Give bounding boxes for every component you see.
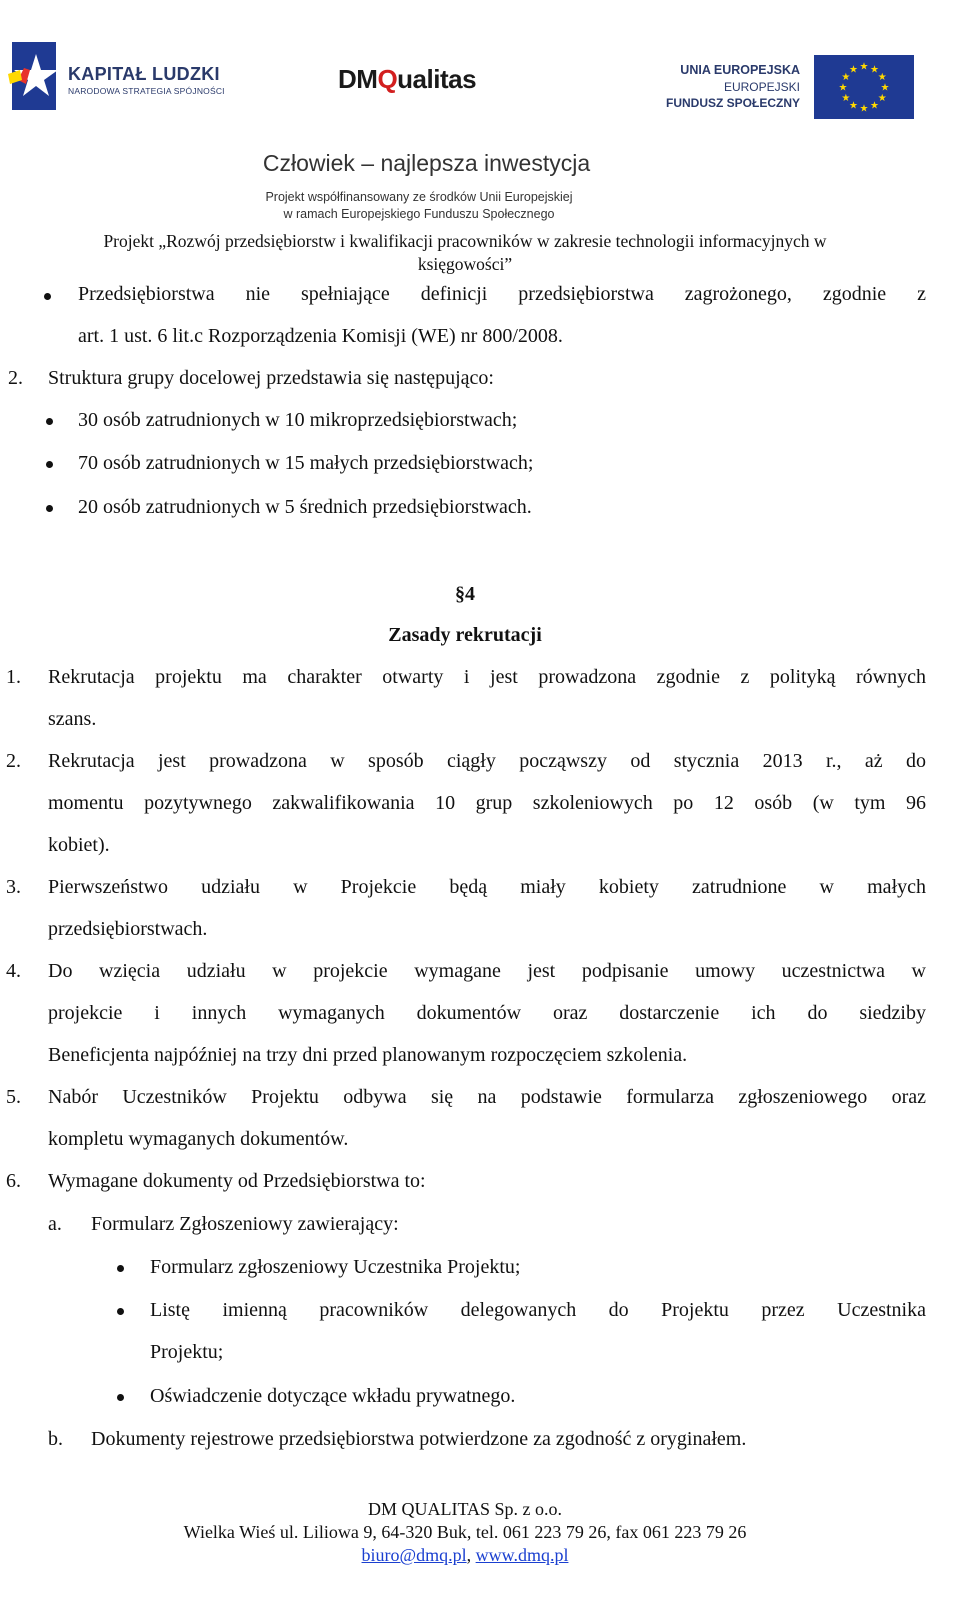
- rule-4-line3: Beneficjenta najpóźniej na trzy dni przed planowanym rozpoczęciem szkolenia.: [48, 1044, 688, 1066]
- list-number: 3.: [6, 876, 21, 898]
- eu-efs-logo: [664, 55, 914, 121]
- target-group-item: 20 osób zatrudnionych w 5 średnich przedsiębiorstwach.: [78, 496, 532, 518]
- target-group-item: 70 osób zatrudnionych w 15 małych przedsiębiorstwach;: [78, 452, 534, 474]
- criteria-bullet-line2: art. 1 ust. 6 lit.c Rozporządzenia Komisji (WE) nr 800/2008.: [78, 325, 563, 347]
- rule-2-line1: Rekrutacja jest prowadzona w sposób ciągły począwszy od stycznia 2013 r., aż do: [48, 750, 926, 772]
- eu-star-icon: ★: [859, 61, 869, 73]
- kapital-ludzki-star-icon: [6, 40, 62, 112]
- rule-6-text: Wymagane dokumenty od Przedsiębiorstwa to:: [48, 1170, 426, 1192]
- rule-3-line2: przedsiębiorstwach.: [48, 918, 208, 940]
- list-number: 1.: [6, 666, 21, 688]
- eu-flag-icon: [814, 55, 914, 119]
- eu-star-icon: ★: [849, 100, 858, 112]
- rule-3-line1: Pierwszeństwo udziału w Projekcie będą miały kobiety zatrudnione w małych: [48, 876, 926, 898]
- eu-star-icon: ★: [877, 72, 887, 83]
- document-bullet: Formularz zgłoszeniowy Uczestnika Projektu;: [150, 1256, 521, 1278]
- cofinancing-line1: Projekt współfinansowany ze środków Unii Europejskiej: [265, 190, 573, 204]
- tagline: Człowiek – najlepsza inwestycja: [262, 150, 591, 176]
- dmqualitas-logo: [338, 64, 476, 98]
- footer-address: Wielka Wieś ul. Liliowa 9, 64-320 Buk, tel. 061 223 79 26, fax 061 223 79 26: [183, 1522, 747, 1542]
- footer-email-link[interactable]: biuro@dmq.pl: [361, 1545, 467, 1565]
- bullet-dot: [117, 1308, 124, 1315]
- eu-star-icon: ★: [870, 100, 879, 112]
- dmqualitas-logo-text: DMQualitas: [338, 64, 477, 94]
- eu-star-icon: ★: [838, 82, 848, 94]
- document-bullet-line1: Listę imienną pracowników delegowanych do Projektu przez Uczestnika: [150, 1299, 926, 1321]
- bullet-dot: [117, 1394, 124, 1401]
- rule-5-line2: kompletu wymaganych dokumentów.: [48, 1128, 349, 1150]
- footer-website-link[interactable]: www.dmq.pl: [475, 1545, 569, 1565]
- bullet-dot: [46, 461, 53, 468]
- section-title: Zasady rekrutacji: [388, 624, 542, 646]
- project-title-line1: Projekt „Rozwój przedsiębiorstw i kwalifikacji pracowników w zakresie technologii informacyjnych w: [103, 231, 827, 251]
- eu-logo-line3: FUNDUSZ SPOŁECZNY: [665, 96, 800, 110]
- bullet-dot: [117, 1265, 124, 1272]
- document-bullet-line2: Projektu;: [150, 1341, 224, 1363]
- project-title-line2: księgowości”: [417, 254, 513, 274]
- footer-contacts: [0, 1544, 930, 1566]
- cofinancing-line2: w ramach Europejskiego Funduszu Społecznego: [283, 207, 555, 221]
- rule-5-line1: Nabór Uczestników Projektu odbywa się na podstawie formularza zgłoszeniowego oraz: [48, 1086, 926, 1108]
- section-symbol: §4: [455, 583, 475, 605]
- kapital-ludzki-logo: [6, 40, 246, 116]
- rule-1-line1: Rekrutacja projektu ma charakter otwarty i jest prowadzona zgodnie z polityką równych: [48, 666, 926, 688]
- rule-4-line2: projekcie i innych wymaganych dokumentów oraz dostarczenie ich do siedziby: [48, 1002, 926, 1024]
- rule-2-line3: kobiet).: [48, 834, 110, 856]
- eu-logo-line1: UNIA EUROPEJSKA: [680, 63, 800, 77]
- target-group-item: 30 osób zatrudnionych w 10 mikroprzedsiębiorstwach;: [78, 409, 518, 431]
- footer-separator: ,: [466, 1545, 476, 1565]
- sublist-b-text: Dokumenty rejestrowe przedsiębiorstwa potwierdzone za zgodność z oryginałem.: [91, 1428, 747, 1450]
- eu-star-icon: ★: [877, 93, 887, 104]
- eu-star-icon: ★: [841, 72, 851, 83]
- sublist-a-text: Formularz Zgłoszeniowy zawierający:: [91, 1213, 399, 1235]
- bullet-dot: [46, 418, 53, 425]
- sublist-letter: a.: [48, 1213, 62, 1235]
- document-bullet: Oświadczenie dotyczące wkładu prywatnego.: [150, 1385, 516, 1407]
- list-number: 2.: [6, 750, 21, 772]
- rule-2-line2: momentu pozytywnego zakwalifikowania 10 grup szkoleniowych po 12 osób (w tym 96: [48, 792, 926, 814]
- eu-star-icon: ★: [880, 82, 890, 94]
- kapital-ludzki-title: KAPITAŁ LUDZKI: [68, 64, 220, 84]
- target-group-intro: Struktura grupy docelowej przedstawia się następująco:: [48, 367, 494, 389]
- rule-4-line1: Do wzięcia udziału w projekcie wymagane jest podpisanie umowy uczestnictwa w: [48, 960, 926, 982]
- list-number: 4.: [6, 960, 21, 982]
- eu-star-icon: ★: [859, 103, 869, 115]
- list-number: 2.: [8, 367, 23, 389]
- list-number: 6.: [6, 1170, 21, 1192]
- rule-1-line2: szans.: [48, 708, 97, 730]
- bullet-dot: [46, 505, 53, 512]
- eu-logo-line2: EUROPEJSKI: [723, 80, 800, 94]
- criteria-bullet-line1: Przedsiębiorstwa nie spełniające definicji przedsiębiorstwa zagrożonego, zgodnie z: [78, 283, 926, 305]
- footer-company: DM QUALITAS Sp. z o.o.: [367, 1499, 563, 1519]
- bullet-dot: [44, 293, 51, 300]
- eu-star-icon: ★: [841, 93, 851, 104]
- list-number: 5.: [6, 1086, 21, 1108]
- eu-star-icon: ★: [870, 64, 879, 76]
- kapital-ludzki-subtitle: NARODOWA STRATEGIA SPÓJNOŚCI: [68, 86, 225, 96]
- sublist-letter: b.: [48, 1428, 63, 1450]
- eu-star-icon: ★: [849, 64, 858, 76]
